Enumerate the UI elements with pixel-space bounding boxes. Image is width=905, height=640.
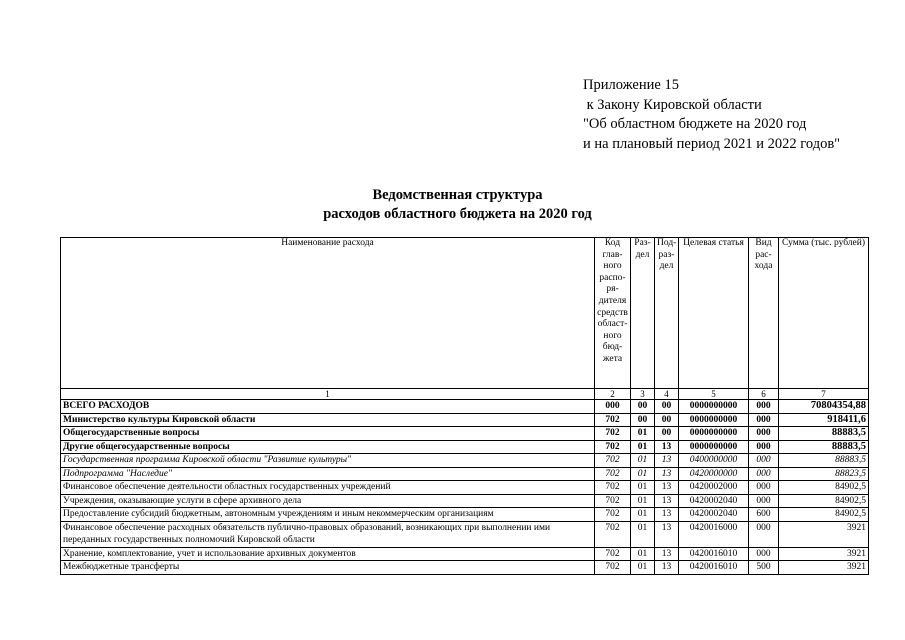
appendix-line-1: Приложение 15 (583, 77, 679, 93)
section-cell: 00 (631, 400, 655, 414)
column-number: 2 (595, 389, 631, 400)
sum-cell: 84902,5 (779, 494, 869, 508)
expense-name-cell: Финансовое обеспечение деятельности областных государственных учреждений (61, 481, 595, 495)
subsection-cell: 00 (655, 427, 679, 441)
header-section: Раз-дел (631, 238, 655, 389)
section-cell: 01 (631, 494, 655, 508)
title-line-1: Ведомственная структура (372, 187, 543, 203)
target-cell: 0000000000 (679, 440, 749, 454)
code-cell: 702 (595, 413, 631, 427)
table-header-row (61, 238, 869, 389)
subsection-cell: 13 (655, 467, 679, 481)
code-cell: 702 (595, 494, 631, 508)
sum-cell: 3921 (779, 521, 869, 547)
subsection-cell: 13 (655, 547, 679, 561)
table-row (61, 494, 869, 508)
section-cell: 01 (631, 454, 655, 468)
section-cell: 01 (631, 467, 655, 481)
section-cell: 01 (631, 547, 655, 561)
type-cell: 000 (749, 494, 779, 508)
table-row (61, 454, 869, 468)
target-cell: 0420016010 (679, 561, 749, 575)
type-cell: 000 (749, 440, 779, 454)
header-sum: Сумма (тыс. рублей) (779, 238, 869, 389)
subsection-cell: 13 (655, 481, 679, 495)
sum-cell: 84902,5 (779, 508, 869, 522)
type-cell: 000 (749, 481, 779, 495)
header-subsection: Под-раз-дел (655, 238, 679, 389)
column-number: 7 (779, 389, 869, 400)
code-cell: 702 (595, 440, 631, 454)
table-row (61, 481, 869, 495)
column-number: 5 (679, 389, 749, 400)
target-cell: 0420016010 (679, 547, 749, 561)
column-number: 3 (631, 389, 655, 400)
sum-cell: 84902,5 (779, 481, 869, 495)
section-cell: 00 (631, 413, 655, 427)
code-cell: 000 (595, 400, 631, 414)
header-target: Целевая статья (679, 238, 749, 389)
section-cell: 01 (631, 481, 655, 495)
target-cell: 0420002040 (679, 508, 749, 522)
type-cell: 000 (749, 547, 779, 561)
table-row (61, 508, 869, 522)
expense-name-cell: Финансовое обеспечение расходных обязательств публично-правовых образований, возникающих при выполнении ими переданных государственных полномочий Кировской области (61, 521, 595, 547)
expense-name-cell: ВСЕГО РАСХОДОВ (61, 400, 595, 414)
code-cell: 702 (595, 467, 631, 481)
type-cell: 000 (749, 467, 779, 481)
expense-name-cell: Хранение, комплектование, учет и использование архивных документов (61, 547, 595, 561)
subsection-cell: 00 (655, 413, 679, 427)
code-cell: 702 (595, 561, 631, 575)
target-cell: 0000000000 (679, 400, 749, 414)
column-number-row (61, 389, 869, 400)
target-cell: 0420002040 (679, 494, 749, 508)
table-row (61, 427, 869, 441)
expense-name-cell: Государственная программа Кировской области "Развитие культуры" (61, 454, 595, 468)
appendix-line-3: "Об областном бюджете на 2020 год (583, 116, 807, 132)
section-cell: 01 (631, 561, 655, 575)
code-cell: 702 (595, 427, 631, 441)
table-row (61, 440, 869, 454)
table-row (61, 521, 869, 547)
budget-table-body (61, 400, 869, 575)
appendix-header (583, 76, 840, 154)
sum-cell: 918411,6 (779, 413, 869, 427)
budget-table (60, 237, 869, 575)
title-line-2: расходов областного бюджета на 2020 год (323, 206, 592, 222)
sum-cell: 88883,5 (779, 427, 869, 441)
section-cell: 01 (631, 427, 655, 441)
target-cell: 0420002000 (679, 481, 749, 495)
type-cell: 600 (749, 508, 779, 522)
type-cell: 000 (749, 454, 779, 468)
expense-name-cell: Подпрограмма "Наследие" (61, 467, 595, 481)
column-number: 6 (749, 389, 779, 400)
sum-cell: 70804354,88 (779, 400, 869, 414)
code-cell: 702 (595, 454, 631, 468)
table-row (61, 467, 869, 481)
document-title (0, 186, 905, 224)
column-number: 4 (655, 389, 679, 400)
section-cell: 01 (631, 440, 655, 454)
subsection-cell: 13 (655, 454, 679, 468)
section-cell: 01 (631, 521, 655, 547)
section-cell: 01 (631, 508, 655, 522)
sum-cell: 3921 (779, 561, 869, 575)
target-cell: 0420016000 (679, 521, 749, 547)
type-cell: 000 (749, 400, 779, 414)
expense-name-cell: Министерство культуры Кировской области (61, 413, 595, 427)
subsection-cell: 13 (655, 440, 679, 454)
target-cell: 0400000000 (679, 454, 749, 468)
column-number: 1 (61, 389, 595, 400)
table-row (61, 547, 869, 561)
subsection-cell: 13 (655, 521, 679, 547)
expense-name-cell: Общегосударственные вопросы (61, 427, 595, 441)
code-cell: 702 (595, 481, 631, 495)
sum-cell: 3921 (779, 547, 869, 561)
header-type: Вид рас-хода (749, 238, 779, 389)
expense-name-cell: Предоставление субсидий бюджетным, автономным учреждениям и иным некоммерческим организациям (61, 508, 595, 522)
type-cell: 000 (749, 413, 779, 427)
expense-name-cell: Межбюджетные трансферты (61, 561, 595, 575)
target-cell: 0420000000 (679, 467, 749, 481)
appendix-line-4: и на плановый период 2021 и 2022 годов" (583, 135, 841, 152)
table-row (61, 413, 869, 427)
subsection-cell: 13 (655, 561, 679, 575)
expense-name-cell: Учреждения, оказывающие услуги в сфере архивного дела (61, 494, 595, 508)
subsection-cell: 13 (655, 508, 679, 522)
type-cell: 500 (749, 561, 779, 575)
target-cell: 0000000000 (679, 413, 749, 427)
code-cell: 702 (595, 521, 631, 547)
type-cell: 000 (749, 427, 779, 441)
table-row (61, 561, 869, 575)
code-cell: 702 (595, 508, 631, 522)
type-cell: 000 (749, 521, 779, 547)
target-cell: 0000000000 (679, 427, 749, 441)
subsection-cell: 13 (655, 494, 679, 508)
sum-cell: 88883,5 (779, 454, 869, 468)
sum-cell: 88823,5 (779, 467, 869, 481)
subsection-cell: 00 (655, 400, 679, 414)
header-name: Наименование расхода (61, 238, 595, 389)
sum-cell: 88883,5 (779, 440, 869, 454)
header-code: Код глав-ного распо-ря-дителя средств област-ного бюд-жета (595, 238, 631, 389)
table-row (61, 400, 869, 414)
expense-name-cell: Другие общегосударственные вопросы (61, 440, 595, 454)
appendix-line-2: к Закону Кировской области (583, 96, 762, 113)
code-cell: 702 (595, 547, 631, 561)
